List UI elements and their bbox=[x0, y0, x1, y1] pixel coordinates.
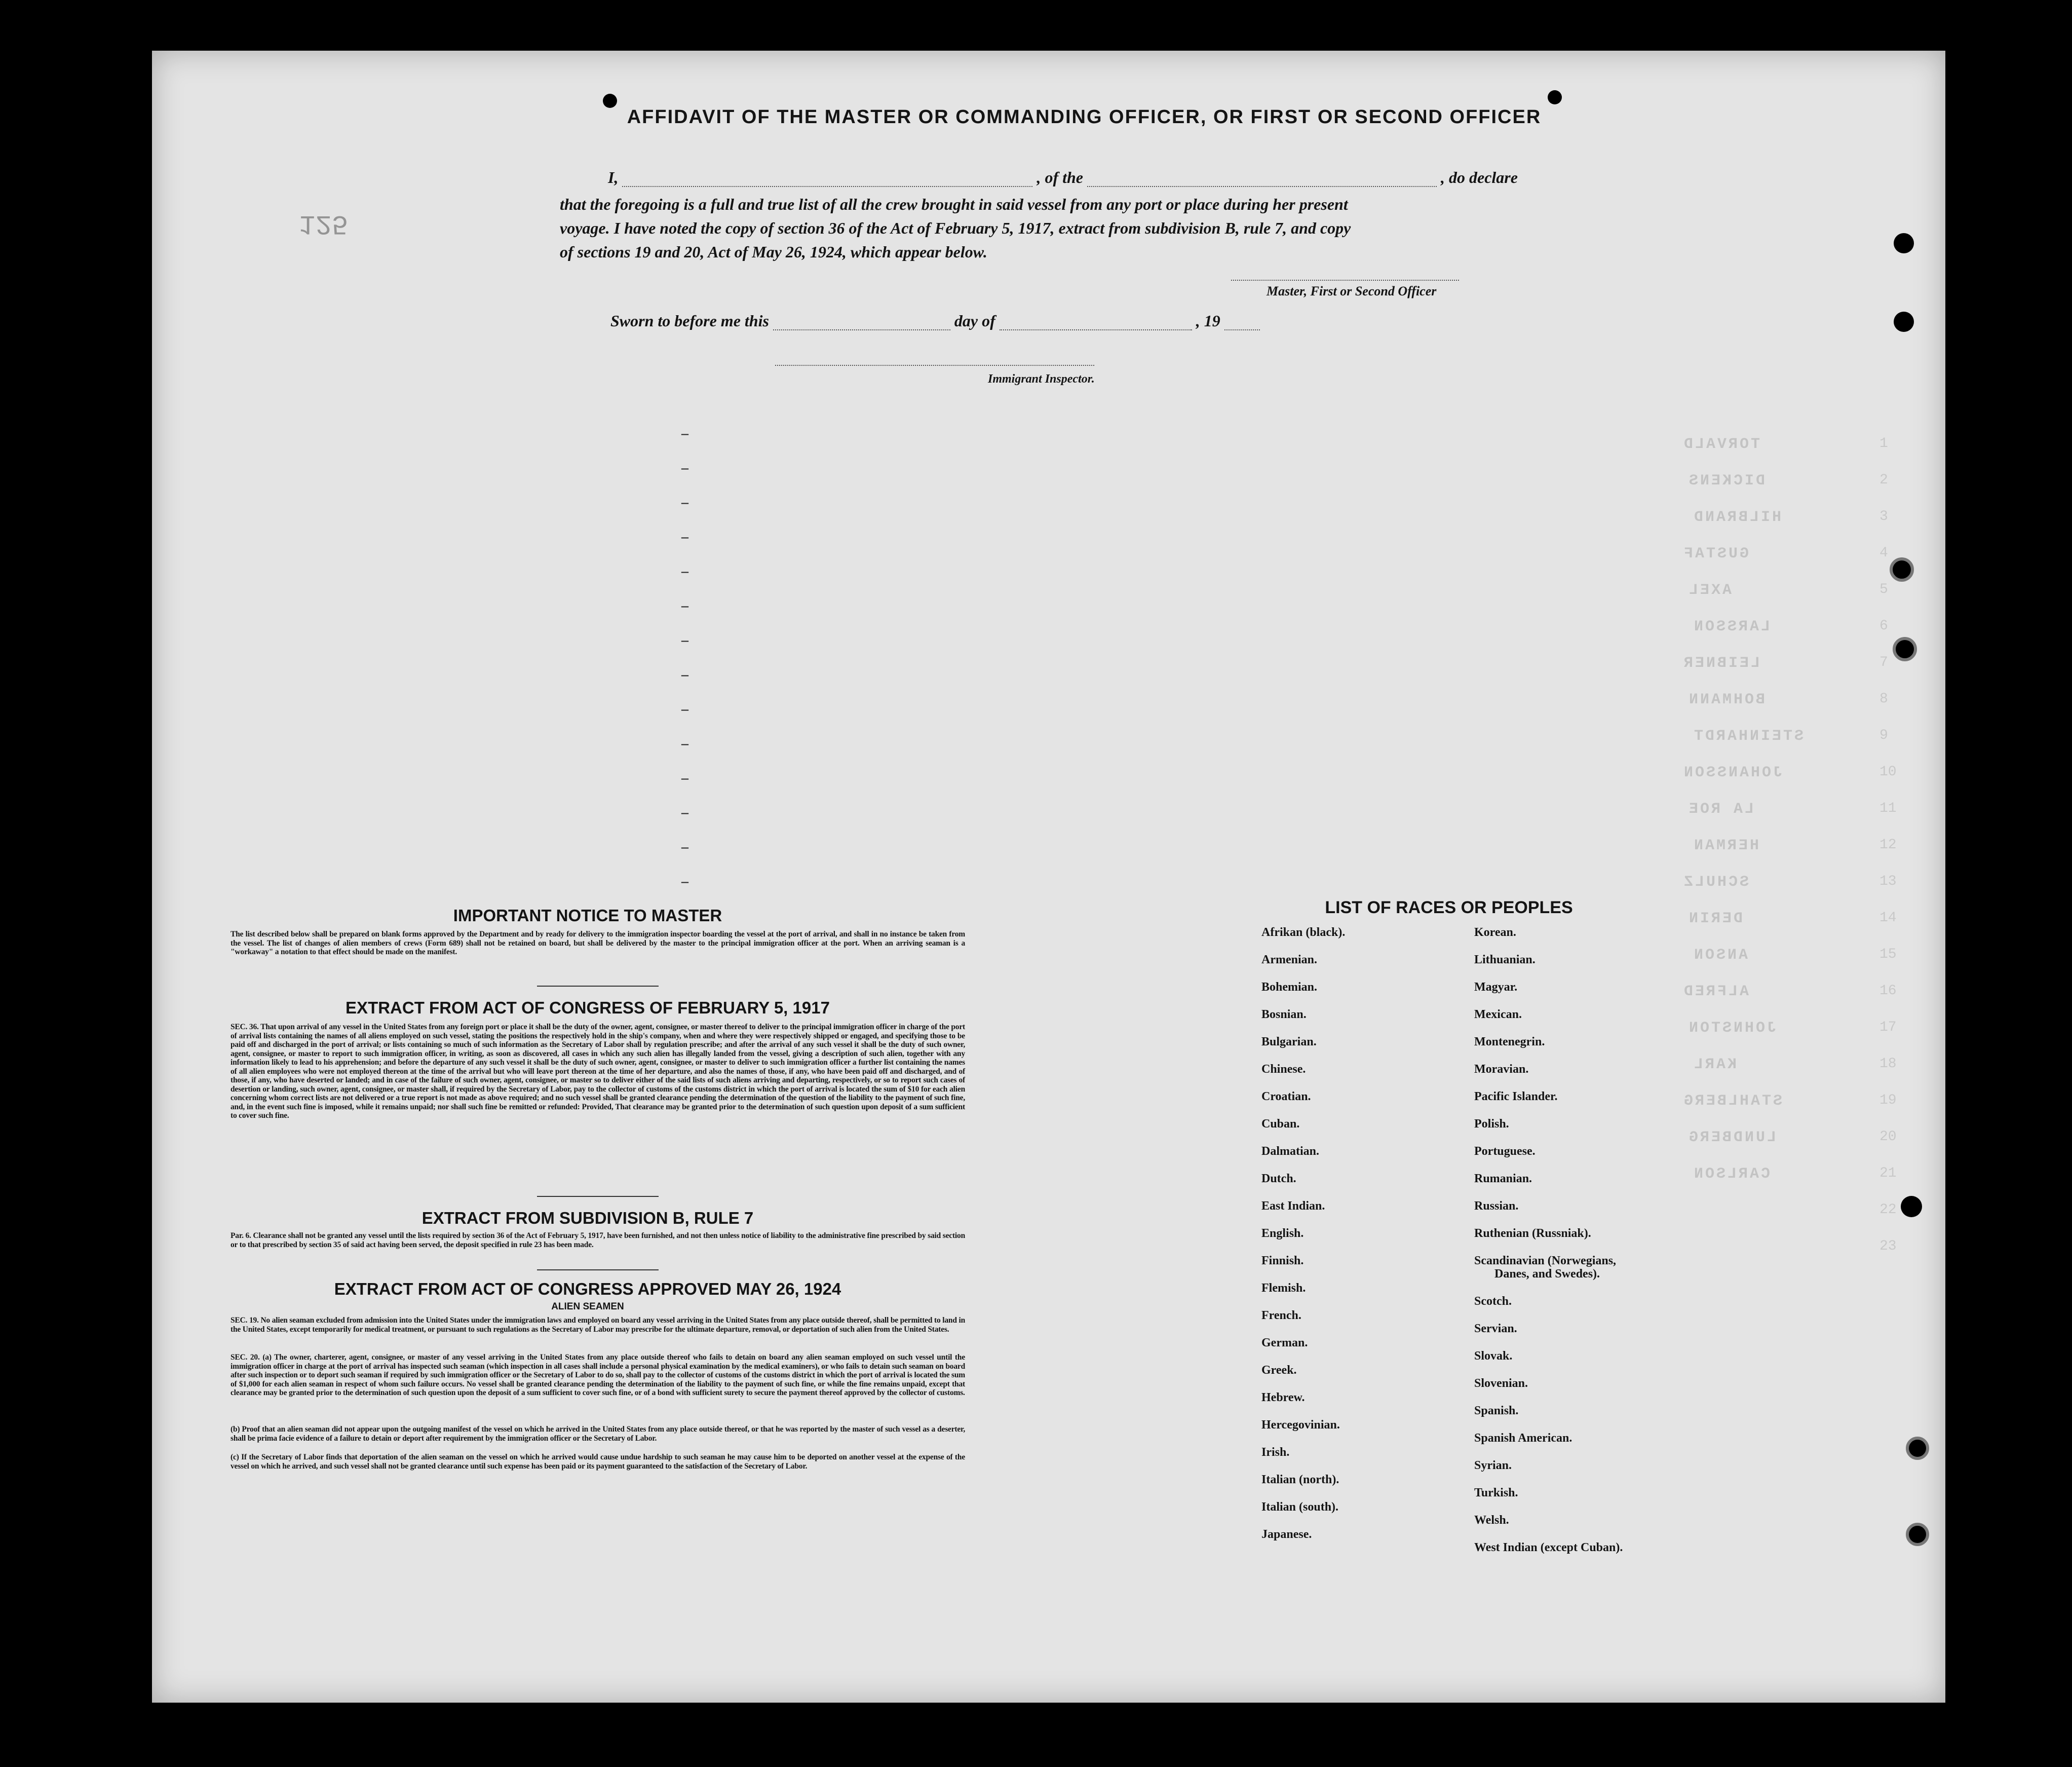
section-20a-text: SEC. 20. (a) The owner, charterer, agent, consignee, or master of any vessel arriving in the United States from any place outside thereof who fails to detain on board any alien seaman employed on such vessel until the immigration officer in charge at the port of arrival has inspected such seaman (which inspection in all cases shall include a personal physical examination by the medical examiners), or who fails to detain such seaman on board after such inspection or to deport such seaman if required by such immigration officer or the Secretary of Labor to do so, shall pay to the collector of customs of the customs district in which the port of arrival is located the sum of $1,000 for each alien seaman in respect of whom such failure occurs. No vessel shall be granted clearance pending the determination of the liability to the payment of such fine, or while the fine remains unpaid, except that clearance may be granted prior to the determination of such question upon the deposit of a sum sufficient to cover such fine, or of a bond with sufficient surety to secure the payment thereof approved by the collector of customs. bbox=[231, 1353, 965, 1397]
race-item: Croatian. bbox=[1261, 1090, 1311, 1103]
bleed-through-text: HERMAN bbox=[1692, 837, 1759, 854]
dash-mark: – bbox=[681, 770, 688, 786]
declaration-line-3: voyage. I have noted the copy of section 36 of the Act of February 5, 1917, extract from subdivision B, rule 7, and copy bbox=[560, 219, 1351, 237]
declaration-line-1 bbox=[608, 168, 1518, 187]
declaration-line-2: that the foregoing is a full and true list of all the crew brought in said vessel from any port or place during her present bbox=[560, 195, 1348, 213]
bleed-through-number: 12 bbox=[1879, 837, 1897, 853]
punch-hole bbox=[1893, 637, 1917, 661]
race-item: West Indian (except Cuban). bbox=[1474, 1541, 1623, 1554]
punch-hole bbox=[1906, 1523, 1929, 1546]
race-item: Korean. bbox=[1474, 926, 1516, 939]
race-item: Spanish. bbox=[1474, 1404, 1519, 1417]
race-item: French. bbox=[1261, 1309, 1301, 1322]
bleed-through-number: 5 bbox=[1879, 582, 1888, 597]
race-item: Hebrew. bbox=[1261, 1391, 1305, 1404]
race-item: Cuban. bbox=[1261, 1117, 1300, 1131]
race-item: Italian (north). bbox=[1261, 1473, 1339, 1486]
bleed-through-text: TORVALD bbox=[1682, 436, 1760, 453]
bleed-through-text: DICKENS bbox=[1687, 472, 1766, 490]
bleed-through-number: 19 bbox=[1879, 1093, 1897, 1108]
punch-hole bbox=[1890, 557, 1914, 582]
race-item: Danes, and Swedes). bbox=[1494, 1267, 1600, 1281]
bleed-through-number: 14 bbox=[1879, 910, 1897, 926]
dash-mark: – bbox=[681, 701, 688, 717]
of-the-text: , of the bbox=[1037, 168, 1083, 186]
divider bbox=[537, 986, 659, 987]
sworn-text: Sworn to before me this bbox=[610, 312, 769, 330]
race-item: Afrikan (black). bbox=[1261, 926, 1346, 939]
dash-mark: – bbox=[681, 805, 688, 820]
race-item: Welsh. bbox=[1474, 1514, 1509, 1527]
race-item: Rumanian. bbox=[1474, 1172, 1532, 1185]
dash-mark: – bbox=[681, 736, 688, 751]
master-signature-line[interactable] bbox=[1231, 280, 1459, 281]
race-item: East Indian. bbox=[1261, 1199, 1325, 1213]
bleed-through-text: CARLSON bbox=[1692, 1166, 1771, 1183]
section-19-text: SEC. 19. No alien seaman excluded from admission into the United States under the immigration laws and employed on board any vessel arriving in the United States from any place outside thereof, shall be permitted to land in the United States, except temporarily for medical treatment, or pursuant to such regulations as the Secretary of Labor may prescribe for the ultimate departure, removal, or deportation of such alien from the United States. bbox=[231, 1316, 965, 1334]
race-item: Ruthenian (Russniak). bbox=[1474, 1227, 1591, 1240]
race-item: Russian. bbox=[1474, 1199, 1519, 1213]
race-item: Bosnian. bbox=[1261, 1008, 1307, 1021]
bleed-through-number: 1 bbox=[1879, 436, 1888, 452]
punch-hole bbox=[1906, 1437, 1929, 1460]
bleed-through-text: STAHLBERG bbox=[1682, 1093, 1783, 1110]
bleed-through-text: LUNDBERG bbox=[1687, 1129, 1777, 1146]
bleed-through-text: BOHMANN bbox=[1687, 691, 1766, 708]
bleed-through-number: 9 bbox=[1879, 728, 1888, 743]
race-item: Polish. bbox=[1474, 1117, 1509, 1131]
bleed-through-number: 21 bbox=[1879, 1166, 1897, 1181]
bleed-through-text: KARL bbox=[1692, 1056, 1737, 1073]
bleed-through-number: 18 bbox=[1879, 1056, 1897, 1072]
race-item: Bohemian. bbox=[1261, 981, 1318, 994]
race-item: English. bbox=[1261, 1227, 1304, 1240]
race-item: Mexican. bbox=[1474, 1008, 1522, 1021]
race-item: Hercegovinian. bbox=[1261, 1418, 1340, 1432]
bleed-through-number: 23 bbox=[1879, 1238, 1897, 1254]
bleed-through-number: 13 bbox=[1879, 874, 1897, 889]
bleed-through-number: 16 bbox=[1879, 983, 1897, 999]
bleed-through-text: JOHNSTON bbox=[1687, 1020, 1777, 1037]
race-item: Armenian. bbox=[1261, 953, 1317, 966]
dash-mark: – bbox=[681, 598, 688, 614]
punch-hole bbox=[603, 94, 617, 108]
bleed-through-text: JOHANSSON bbox=[1682, 764, 1783, 781]
affidavit-title: AFFIDAVIT OF THE MASTER OR COMMANDING OFFICER, OR FIRST OR SECOND OFFICER bbox=[627, 106, 1542, 128]
day-of-text: day of bbox=[954, 312, 995, 330]
bleed-through-text: AXEL bbox=[1687, 582, 1732, 599]
race-item: Japanese. bbox=[1261, 1528, 1312, 1541]
sworn-year-field[interactable] bbox=[1224, 316, 1260, 330]
bleed-through-text: LEIBNER bbox=[1682, 655, 1760, 672]
dash-mark: – bbox=[681, 529, 688, 545]
sworn-month-field[interactable] bbox=[1000, 316, 1192, 330]
race-item: Scotch. bbox=[1474, 1295, 1512, 1308]
race-item: Dutch. bbox=[1261, 1172, 1296, 1185]
race-item: Spanish American. bbox=[1474, 1432, 1572, 1445]
manifest-page bbox=[152, 51, 1945, 1703]
bleed-through-number: 15 bbox=[1879, 947, 1897, 962]
inspector-signature-line[interactable] bbox=[775, 365, 1094, 366]
bleed-through-number: 20 bbox=[1879, 1129, 1897, 1145]
bleed-through-text: STEINHARDT bbox=[1692, 728, 1804, 745]
notice-heading: IMPORTANT NOTICE TO MASTER bbox=[453, 906, 722, 925]
punch-hole bbox=[1894, 233, 1914, 253]
section-20b-text: (b) Proof that an alien seaman did not appear upon the outgoing manifest of the vessel on which he arrived in the United States from any place outside thereof, or that he was reported by the master of such vessel as a deserter, shall be prima facie evidence of a failure to detain or deport after requirement by the immigration officer or the Secretary of Labor. bbox=[231, 1425, 965, 1443]
vessel-name-field[interactable] bbox=[1087, 173, 1437, 187]
extract-1924-heading: EXTRACT FROM ACT OF CONGRESS APPROVED MAY 26, 1924 bbox=[334, 1280, 841, 1298]
race-item: Chinese. bbox=[1261, 1063, 1306, 1076]
dash-mark: – bbox=[681, 460, 688, 476]
punch-hole bbox=[1901, 1196, 1922, 1217]
rule-7-heading: EXTRACT FROM SUBDIVISION B, RULE 7 bbox=[421, 1209, 754, 1227]
race-item: Syrian. bbox=[1474, 1459, 1512, 1472]
bleed-through-text: DERIN bbox=[1687, 910, 1743, 927]
punch-hole bbox=[1894, 312, 1914, 332]
race-item: Greek. bbox=[1261, 1364, 1297, 1377]
races-heading: LIST OF RACES OR PEOPLES bbox=[1325, 898, 1573, 917]
dash-mark: – bbox=[681, 495, 688, 510]
alien-seamen-subheading: ALIEN SEAMEN bbox=[551, 1301, 624, 1312]
race-item: Moravian. bbox=[1474, 1063, 1529, 1076]
bleed-through-number: 11 bbox=[1879, 801, 1897, 816]
race-item: Slovenian. bbox=[1474, 1377, 1528, 1390]
sworn-line bbox=[610, 312, 1260, 330]
bleed-through-number: 8 bbox=[1879, 691, 1888, 707]
bleed-through-text: ANSON bbox=[1692, 947, 1748, 964]
bleed-through-text: LA ROE bbox=[1687, 801, 1754, 818]
race-item: Montenegrin. bbox=[1474, 1035, 1545, 1048]
race-item: Finnish. bbox=[1261, 1254, 1304, 1267]
bleed-through-number: 6 bbox=[1879, 618, 1888, 634]
bleed-through-text: HILBRAND bbox=[1692, 509, 1782, 526]
bleed-through-number: 7 bbox=[1879, 655, 1888, 670]
punch-hole bbox=[1548, 90, 1562, 104]
race-item: Flemish. bbox=[1261, 1282, 1306, 1295]
divider bbox=[537, 1196, 659, 1197]
year-prefix: , 19 bbox=[1196, 312, 1220, 330]
dash-mark: – bbox=[681, 839, 688, 855]
dash-mark: – bbox=[681, 632, 688, 648]
declaration-line-4: of sections 19 and 20, Act of May 26, 1924, which appear below. bbox=[560, 243, 987, 261]
bleed-through-number: 3 bbox=[1879, 509, 1888, 524]
race-item: Bulgarian. bbox=[1261, 1035, 1317, 1048]
bleed-through-number: 2 bbox=[1879, 472, 1888, 488]
bleed-through-number: 17 bbox=[1879, 1020, 1897, 1035]
dash-mark: – bbox=[681, 426, 688, 441]
race-item: Pacific Islander. bbox=[1474, 1090, 1558, 1103]
sworn-day-field[interactable] bbox=[773, 316, 950, 330]
dash-mark: – bbox=[681, 667, 688, 683]
master-signature-label: Master, First or Second Officer bbox=[1267, 284, 1437, 298]
extract-1917-text: SEC. 36. That upon arrival of any vessel in the United States from any foreign port or place it shall be the duty of the owner, agent, consignee, or master thereof to deliver to the principal immigration officer in charge of the port of arrival lists containing the names of all aliens employed on such vessel, stating the positions the respectively hold in the ship's company, when and where they were respectively shipped or engaged, and specifying those to be paid off and discharged in the port of arrival; or lists containing so much of such information as the Secretary of Labor shall by regulation prescribe; and after the arrival of any such vessel it shall be the duty of such owner, agent, consignee, or master to report to such immigration officer, in writing, as soon as discovered, all cases in which any such alien has illegally landed from the vessel, giving a description of such alien, together with any information likely to lead to his apprehension; and before the departure of any such vessel it shall be the duty of such owner, agent, consignee, or master to deliver to such immigration officer a further list containing the names of all alien employees who were not employed thereon at the time of the arrival but who will leave port thereon at the time of her departure, and also the names of those, if any, who have been paid off and discharged, and of those, if any, who have deserted or landed; and in case of the failure of such owner, agent, consignee, or master so to deliver either of the said lists of such aliens arriving and departing, respectively, or so to report such cases of desertion or landing, such owner, agent, consignee, or master shall, if required by the Secretary of Labor, pay to the collector of customs of the customs district in which the port of arrival is located the sum of $10 for each alien concerning whom correct lists are not delivered or a true report is not made as above required; and no such vessel shall be granted clearance pending the determination of the question of the liability to the payment of such fine, and, in the event such fine is imposed, while it remains unpaid; nor shall such fine be remitted or refunded: Provided, That clearance may be granted prior to the determination of such question upon deposit of a sum sufficient to cover such fine. bbox=[231, 1023, 965, 1120]
race-item: Portuguese. bbox=[1474, 1145, 1536, 1158]
do-declare-text: , do declare bbox=[1441, 168, 1518, 186]
extract-1917-heading: EXTRACT FROM ACT OF CONGRESS OF FEBRUARY 5, 1917 bbox=[346, 998, 830, 1017]
bleed-through-text: SCHULZ bbox=[1682, 874, 1749, 891]
race-item: Irish. bbox=[1261, 1446, 1290, 1459]
declarant-name-field[interactable] bbox=[622, 173, 1032, 187]
declarant-prefix: I, bbox=[608, 168, 619, 186]
race-item: Slovak. bbox=[1474, 1349, 1513, 1363]
race-item: Italian (south). bbox=[1261, 1500, 1339, 1514]
bleed-through-text: GUSTAF bbox=[1682, 545, 1749, 562]
dash-mark: – bbox=[681, 874, 688, 889]
dash-mark: – bbox=[681, 563, 688, 579]
bleed-through-number: 4 bbox=[1879, 545, 1888, 561]
bleed-through-text: LARSSON bbox=[1692, 618, 1771, 635]
page-number: 125 bbox=[299, 208, 349, 239]
race-item: Lithuanian. bbox=[1474, 953, 1536, 966]
race-item: Servian. bbox=[1474, 1322, 1517, 1335]
race-item: Turkish. bbox=[1474, 1486, 1518, 1499]
divider bbox=[537, 1269, 659, 1270]
bleed-through-number: 22 bbox=[1879, 1202, 1897, 1218]
race-item: German. bbox=[1261, 1336, 1308, 1349]
rule-7-text: Par. 6. Clearance shall not be granted any vessel until the lists required by section 36 of the Act of February 5, 1917, have been furnished, and not then unless notice of liability to the administrative fine prescribed by said section or to that prescribed by section 35 of said act having been served, the deposit specified in rule 23 has been made. bbox=[231, 1231, 965, 1249]
bleed-through-number: 10 bbox=[1879, 764, 1897, 780]
inspector-signature-label: Immigrant Inspector. bbox=[988, 372, 1095, 386]
race-item: Scandinavian (Norwegians, bbox=[1474, 1254, 1617, 1267]
section-20c-text: (c) If the Secretary of Labor finds that deportation of the alien seaman on the vessel on which he arrived would cause undue hardship to such seaman he may cause him to be deported on another vessel at the expense of the vessel on which he arrived, and such vessel shall not be granted clearance until such expense has been paid or its payment guaranteed to the satisfaction of the Secretary of Labor. bbox=[231, 1453, 965, 1471]
bleed-through-text: ALFRED bbox=[1682, 983, 1749, 1000]
notice-text: The list described below shall be prepared on blank forms approved by the Department and by ready for delivery to the immigration inspector boarding the vessel at the port of arrival, and shall in no instance be taken from the vessel. The list of changes of alien members of crews (Form 689) shall not be retained on board, but shall be delivered by the master to the principal immigration officer at the port. When an arriving seaman is a "workaway" a notation to that effect should be made on the manifest. bbox=[231, 930, 965, 956]
race-item: Magyar. bbox=[1474, 981, 1518, 994]
race-item: Dalmatian. bbox=[1261, 1145, 1319, 1158]
